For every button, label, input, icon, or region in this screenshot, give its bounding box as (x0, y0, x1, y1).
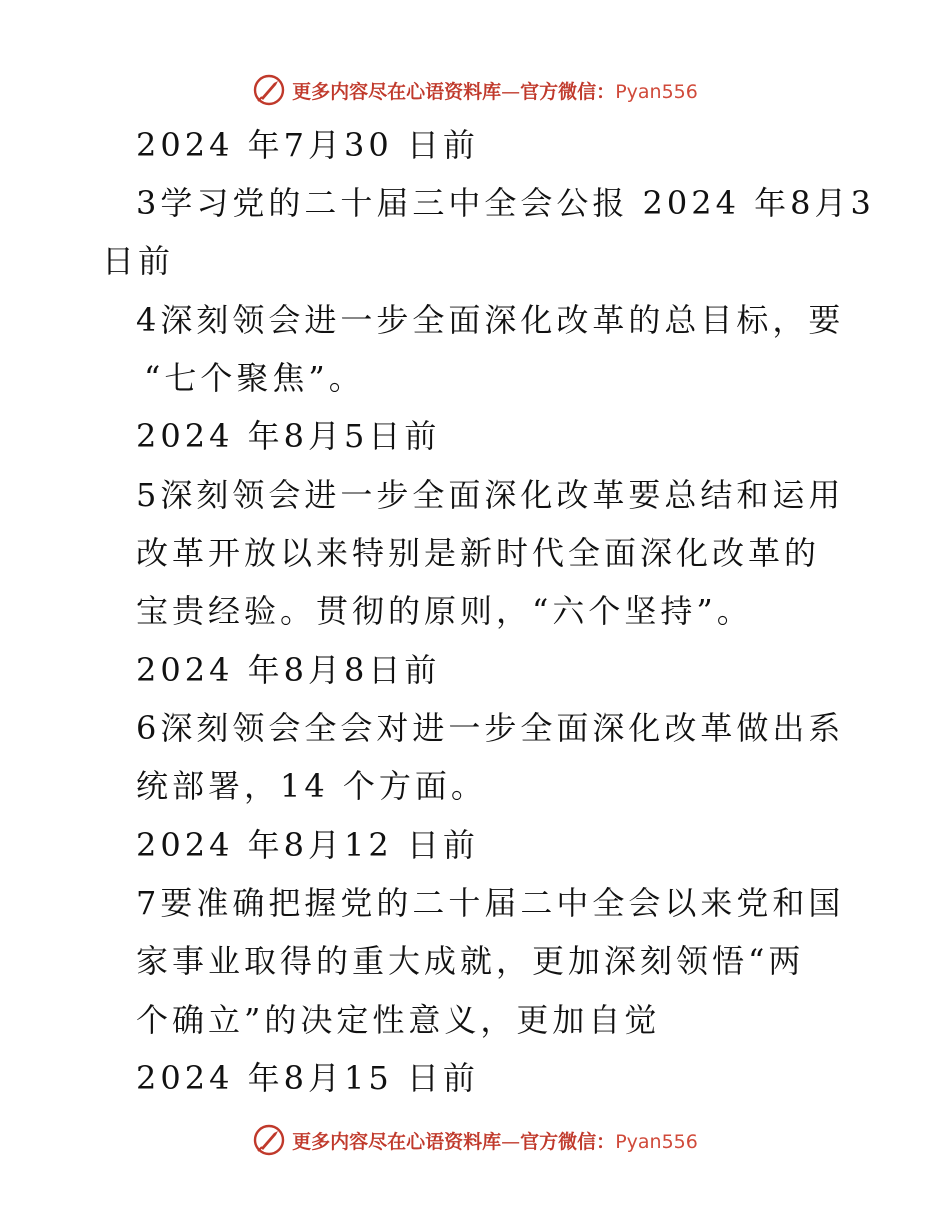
header-watermark-banner (0, 70, 950, 110)
banner-dash: — (501, 80, 521, 103)
banner-text (292, 1127, 698, 1154)
banner-dash: — (501, 1130, 521, 1153)
text-line: 2024 年7月30 日前 (136, 126, 479, 164)
footer-watermark-banner (0, 1120, 950, 1160)
text-line: 个确立”的决定性意义，更加自觉 (136, 1001, 661, 1039)
banner-main-text: 更多内容尽在心语资料库 (292, 1130, 502, 1153)
text-line: 5深刻领会进一步全面深化改革要总结和运用 (136, 476, 845, 514)
text-line: 3学习党的二十届三中全会公报 2024 年8月3 (136, 184, 875, 222)
banner-main-text: 更多内容尽在心语资料库 (292, 80, 502, 103)
text-line: “七个聚焦”。 (144, 359, 365, 397)
text-line: 家事业取得的重大成就，更加深刻领悟“两 (136, 942, 805, 980)
text-line: 宝贵经验。贯彻的原则，“六个坚持”。 (136, 592, 753, 630)
quill-pen-logo-icon (252, 1123, 286, 1157)
banner-inner (252, 1123, 698, 1157)
text-line: 改革开放以来特别是新时代全面深化改革的 (136, 534, 821, 572)
banner-label: 官方微信： (520, 80, 616, 103)
text-line: 7要准确把握党的二十届二中全会以来党和国 (136, 884, 845, 922)
text-line: 2024 年8月15 日前 (136, 1059, 479, 1097)
banner-label: 官方微信： (520, 1130, 616, 1153)
banner-wechat-id: Pyan556 (615, 80, 698, 103)
text-line: 4深刻领会进一步全面深化改革的总目标，要 (136, 301, 845, 339)
banner-text (292, 77, 698, 104)
text-line: 2024 年8月8日前 (136, 651, 441, 689)
banner-inner (252, 73, 698, 107)
text-line: 6深刻领会全会对进一步全面深化改革做出系 (136, 709, 845, 747)
text-line: 2024 年8月5日前 (136, 417, 441, 455)
text-line: 统部署，14 个方面。 (136, 767, 487, 805)
quill-pen-logo-icon (252, 73, 286, 107)
text-line: 2024 年8月12 日前 (136, 826, 479, 864)
text-line: 日前 (102, 242, 175, 280)
banner-wechat-id: Pyan556 (615, 1130, 698, 1153)
